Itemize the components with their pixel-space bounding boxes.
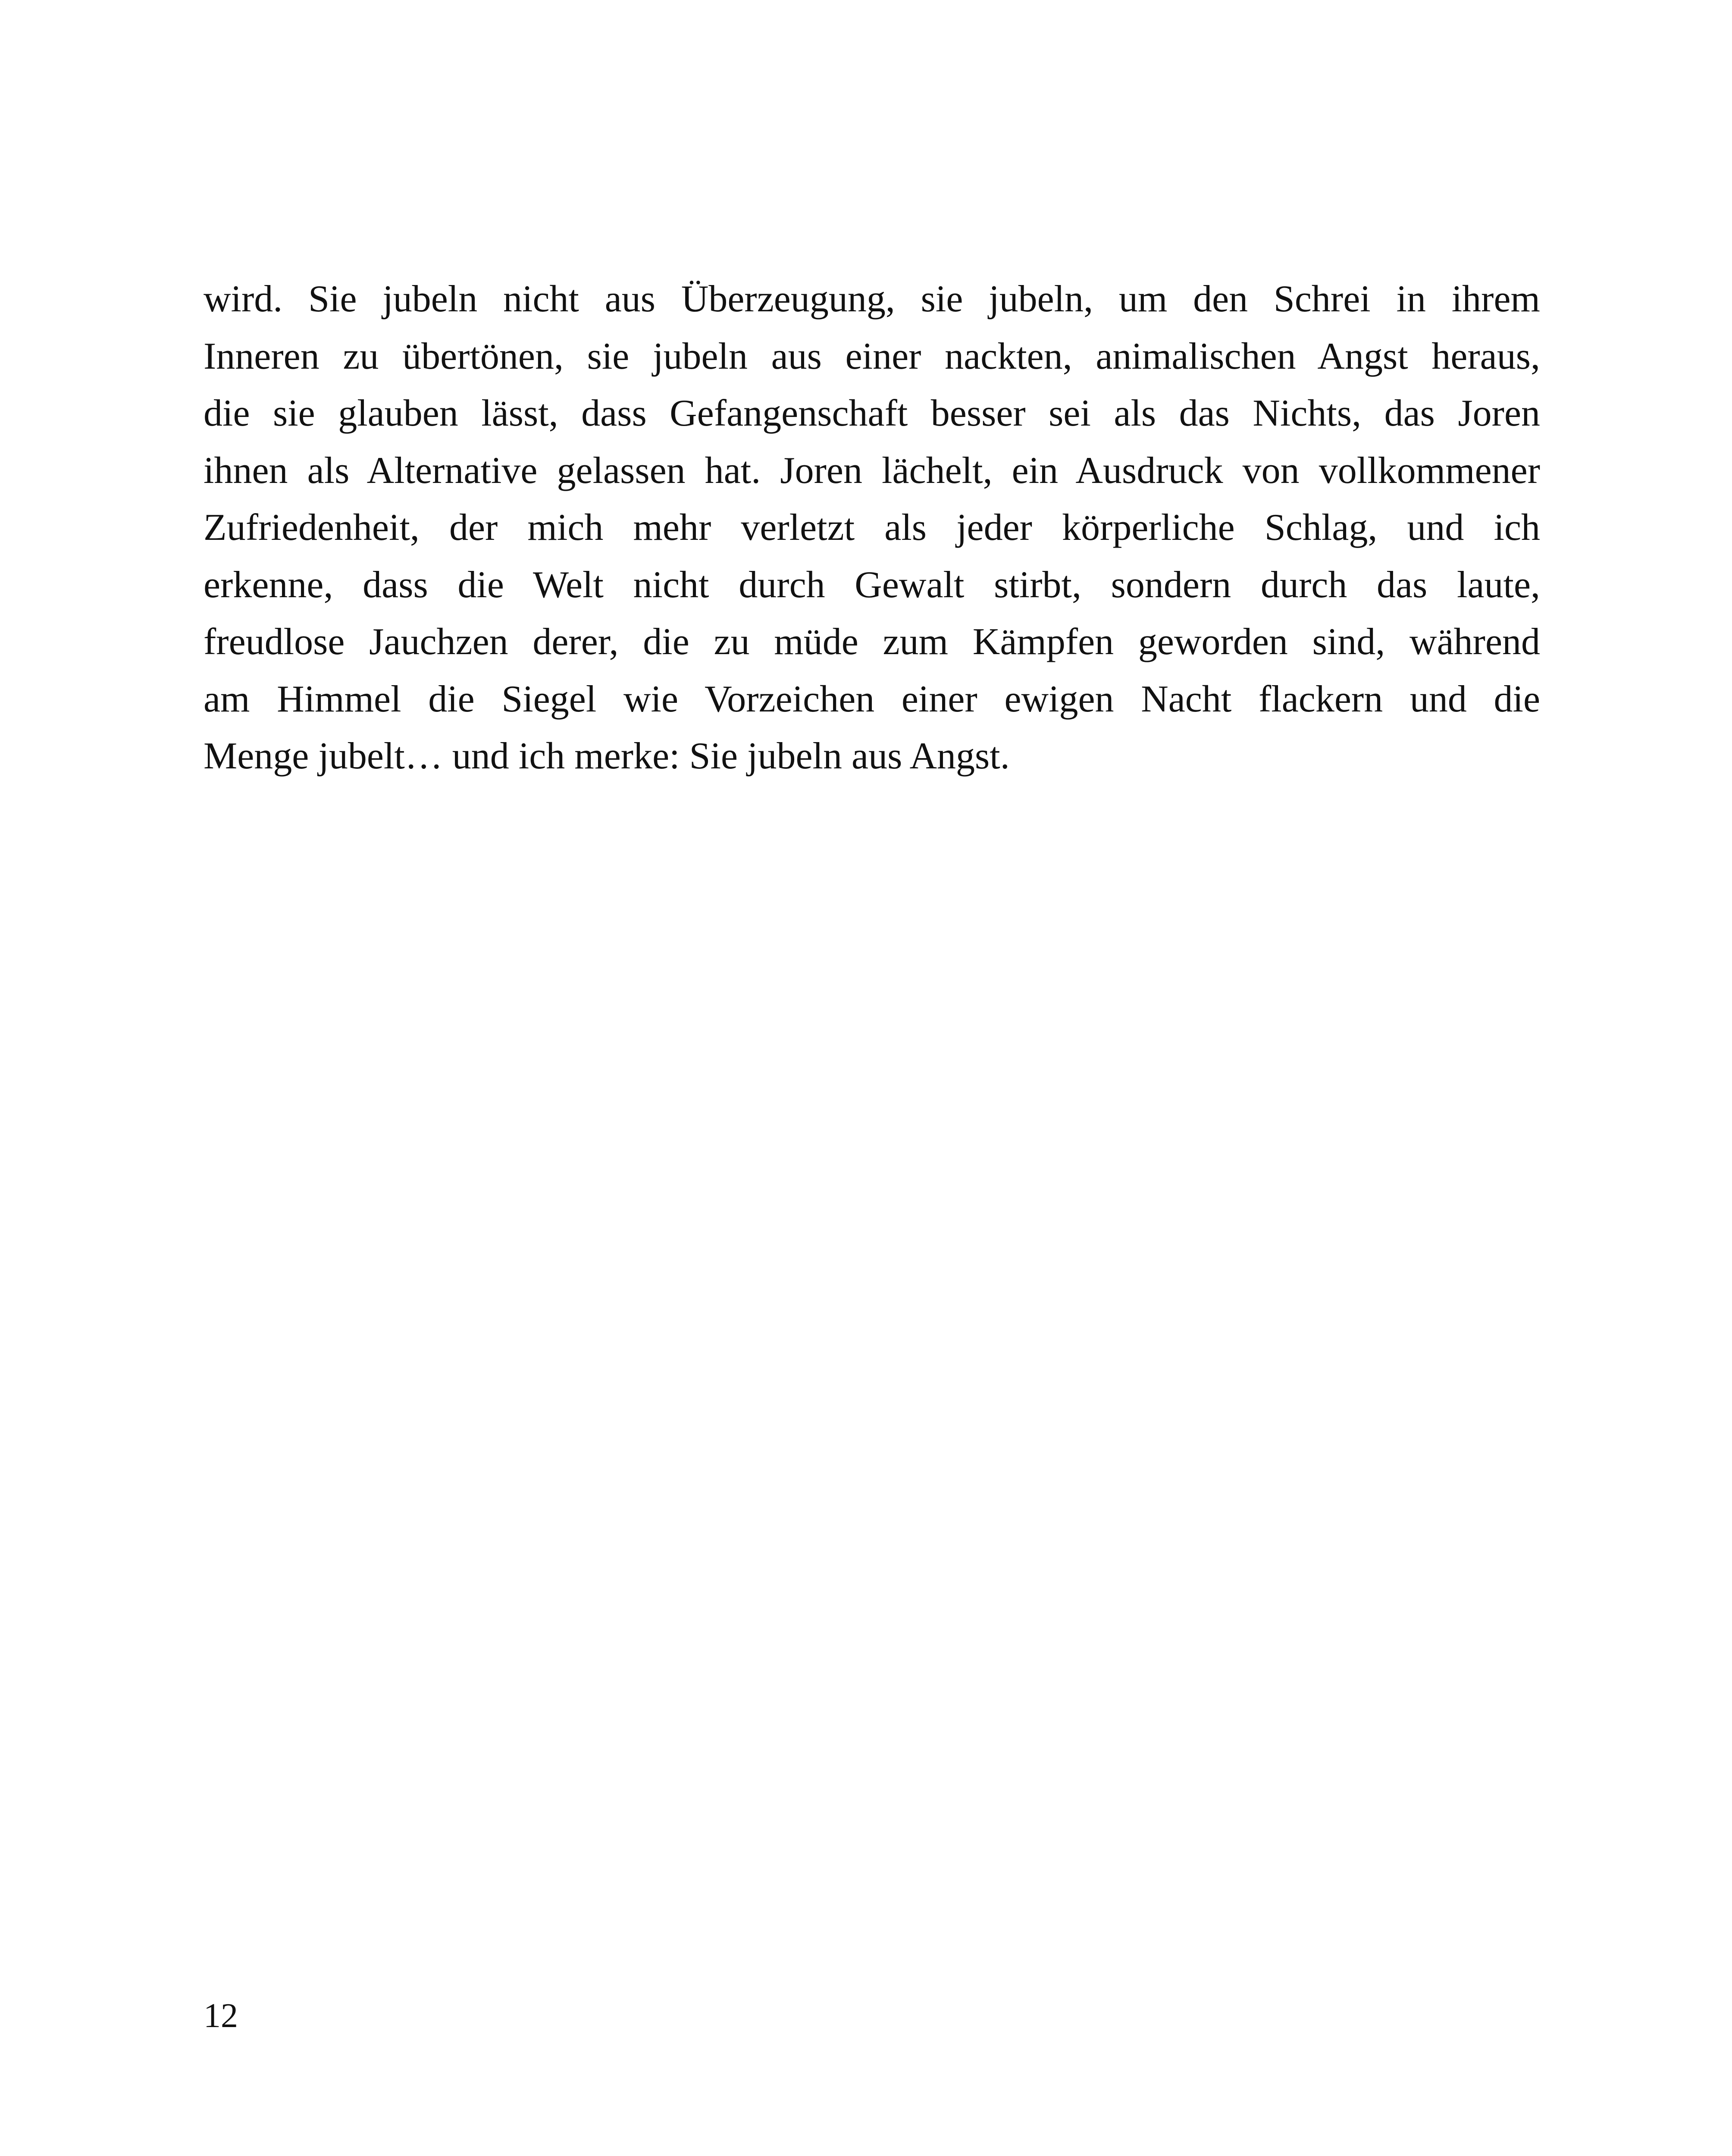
text-line: Menge jubelt… und ich merke: Sie jubeln aus Angst. <box>204 735 1010 777</box>
text-line: wird. Sie jubeln nicht aus Überzeugung, sie jubeln, um den Schrei in ihrem <box>204 278 1540 320</box>
text-line: Inneren zu übertönen, sie jubeln aus einer nackten, animalischen Angst heraus, <box>204 335 1540 377</box>
text-line: freudlose Jauchzen derer, die zu müde zum Kämpfen geworden sind, während <box>204 621 1540 663</box>
text-line: erkenne, dass die Welt nicht durch Gewalt stirbt, sondern durch das laute, <box>204 564 1540 606</box>
text-line: die sie glauben lässt, dass Gefangenschaft besser sei als das Nichts, das Joren <box>204 392 1540 434</box>
text-line: ihnen als Alternative gelassen hat. Joren lächelt, ein Ausdruck von vollkommener <box>204 449 1540 492</box>
text-line: Zufriedenheit, der mich mehr verletzt als jeder körperliche Schlag, und ich <box>204 507 1540 548</box>
body-paragraph <box>204 271 1540 785</box>
text-line: am Himmel die Siegel wie Vorzeichen einer ewigen Nacht flackern und die <box>204 678 1540 720</box>
page-number: 12 <box>204 1997 238 2035</box>
